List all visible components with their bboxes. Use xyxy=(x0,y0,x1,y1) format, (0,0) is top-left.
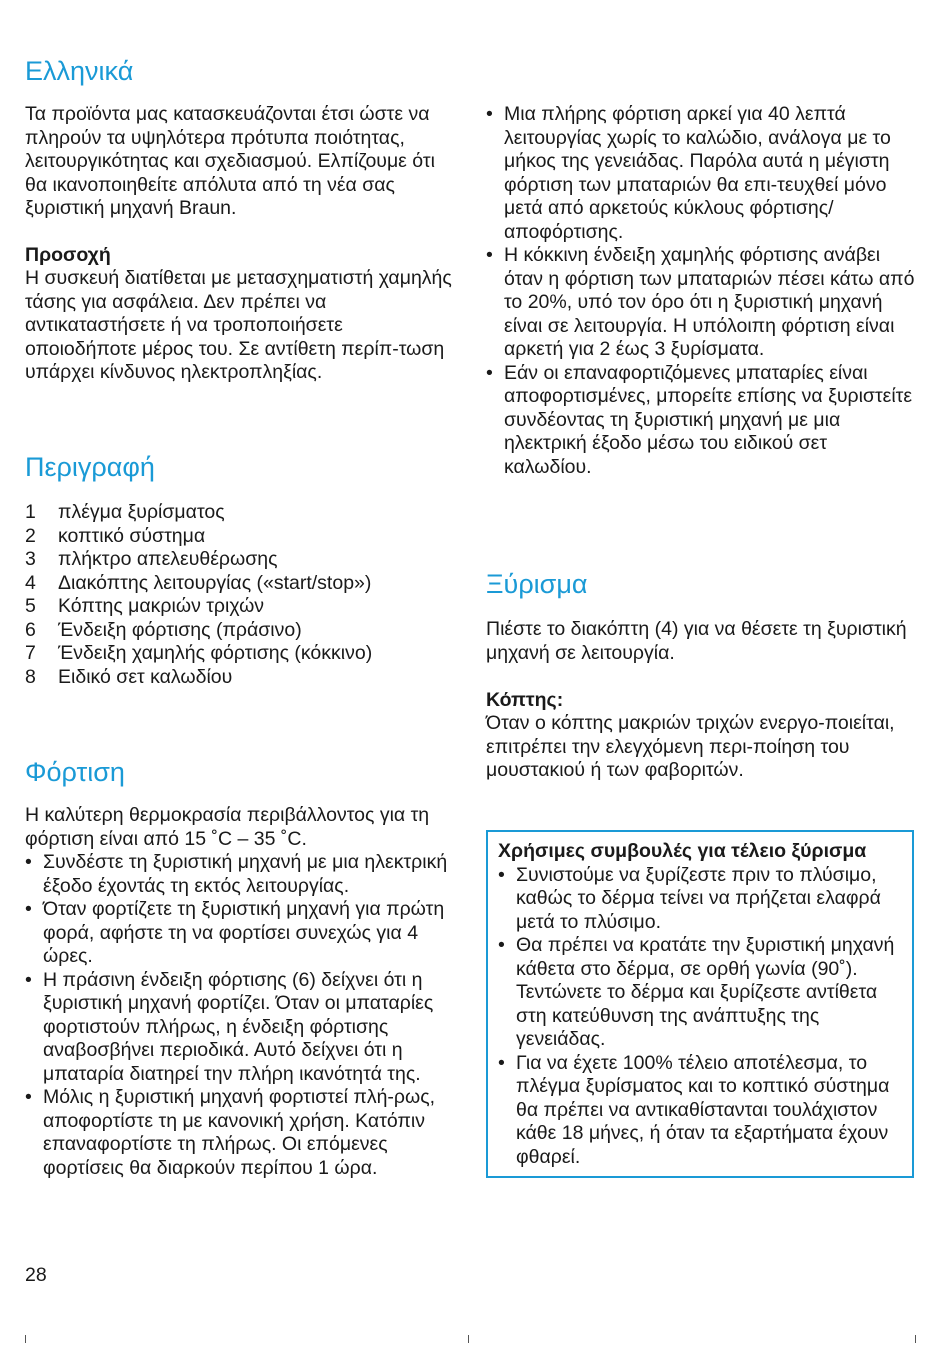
description-item xyxy=(25,525,455,549)
language-heading: Ελληνικά xyxy=(25,56,134,86)
bullet-text: Για να έχετε 100% τέλειο αποτέλεσμα, το πλέγμα ξυρίσματος και το κοπτικό σύστημα θα πρέπει να αντικαθίστανται τουλάχιστον κάθε 18 μήνες, ή όταν τα εξαρτήματα έχουν φθαρεί. xyxy=(516,1051,890,1168)
intro-paragraph: Τα προϊόντα μας κατασκευάζονται έτσι ώστε να πληρούν τα υψηλότερα πρότυπα ποιότητας, λειτουργικότητας και σχεδιασμού. Ελπίζουμε ότι θα ικανοποιηθείτε απόλυτα από τη νέα σας ξυριστική μηχανή Braun. xyxy=(25,103,435,219)
bullet-marker: • xyxy=(25,898,32,920)
description-item xyxy=(25,501,455,525)
shaving-paragraph: Πιέστε το διακόπτη (4) για να θέσετε τη ξυριστική μηχανή σε λειτουργία. xyxy=(486,618,907,664)
bullet-text: Μόλις η ξυριστική μηχανή φορτιστεί πλή-ρως, αποφορτίστε τη με κανονική χρήση. Κατόπιν επαναφορτίστε τη πλήρως. Οι επόμενες φορτίσεις θα διαρκούν περίπου 1 ώρα. xyxy=(43,1086,436,1179)
item-number: 8 xyxy=(25,665,36,688)
description-item xyxy=(25,642,455,666)
crop-mark xyxy=(25,1335,26,1343)
bullet-item xyxy=(25,969,455,1087)
bullet-item xyxy=(25,1086,455,1180)
description-item xyxy=(25,572,455,596)
charging-bullet-list xyxy=(25,851,455,1180)
bullet-item xyxy=(498,1052,902,1170)
description-list xyxy=(25,501,455,689)
item-text: πλέγμα ξυρίσματος xyxy=(58,501,225,523)
bullet-text: Η κόκκινη ένδειξη χαμηλής φόρτισης ανάβει όταν η φόρτιση των μπαταριών πέσει κάτω από το 20%, υπό τον όρο ότι η ξυριστική μηχανή είναι σε λειτουργία. Η υπόλοιπη φόρτιση είναι αρκετή για 2 έως 3 ξυρίσματα. xyxy=(504,244,915,360)
trimmer-title: Κόπτης: xyxy=(486,689,564,711)
bullet-item xyxy=(486,103,916,244)
item-text: Ειδικό σετ καλωδίου xyxy=(58,665,233,688)
item-number: 7 xyxy=(25,642,36,664)
description-heading: Περιγραφή xyxy=(25,452,155,482)
bullet-marker: • xyxy=(25,968,32,991)
tips-bullet-list xyxy=(498,864,902,1170)
item-number: 2 xyxy=(25,524,36,547)
bullet-marker: • xyxy=(25,1086,32,1108)
bullet-marker: • xyxy=(486,103,493,125)
bullet-marker: • xyxy=(486,361,493,384)
item-number: 3 xyxy=(25,548,36,570)
item-text: Κόπτης μακριών τριχών xyxy=(58,595,265,617)
charging-bullet-list-continued xyxy=(486,103,916,479)
item-text: Διακόπτης λειτουργίας («start/stop») xyxy=(58,571,372,594)
caution-title: Προσοχή xyxy=(25,244,111,266)
bullet-item xyxy=(486,362,916,480)
item-number: 6 xyxy=(25,618,36,641)
bullet-item xyxy=(486,244,916,362)
crop-mark xyxy=(468,1335,469,1343)
bullet-item xyxy=(25,898,455,969)
item-number: 4 xyxy=(25,571,36,594)
item-text: κοπτικό σύστημα xyxy=(58,524,206,547)
bullet-text: Θα πρέπει να κρατάτε την ξυριστική μηχανή κάθετα στο δέρμα, σε ορθή γωνία (90˚). Τεντώνετε το δέρμα και ξυρίζεστε αντίθετα στη κατεύθυνση της ανάπτυξης της γενειάδας. xyxy=(516,934,895,1050)
item-text: Ένδειξη φόρτισης (πράσινο) xyxy=(58,618,302,641)
bullet-text: Η πράσινη ένδειξη φόρτισης (6) δείχνει ότι η ξυριστική μηχανή φορτίζει. Όταν οι μπαταρίες φορτιστούν πλήρως, η ένδειξη φόρτισης αναβοσβήνει περιοδικά. Αυτό δείχνει ότι η μπαταρία διατηρεί την πλήρη ικανότητά της. xyxy=(43,968,434,1085)
bullet-text: Συνιστούμε να ξυρίζεστε πριν το πλύσιμο, καθώς το δέρμα τείνει να πρήζεται ελαφρά μετά το πλύσιμο. xyxy=(516,863,881,933)
bullet-marker: • xyxy=(498,1051,505,1074)
bullet-text: Εάν οι επαναφορτιζόμενες μπαταρίες είναι αποφορτισμένες, μπορείτε επίσης να ξυριστείτε συνδέοντας τη ξυριστική μηχανή με μια ηλεκτρική έξοδο μέσω του ειδικού σετ καλωδίου. xyxy=(504,361,913,478)
item-text: Ένδειξη χαμηλής φόρτισης (κόκκινο) xyxy=(58,642,373,664)
shaving-heading: Ξύρισμα xyxy=(486,569,588,599)
item-number: 1 xyxy=(25,501,36,523)
shaving-tips-box xyxy=(486,830,914,1178)
charging-intro: Η καλύτερη θερμοκρασία περιβάλλοντος για τη φόρτιση είναι από 15 ˚C – 35 ˚C. xyxy=(25,804,430,850)
bullet-text: Συνδέστε τη ξυριστική μηχανή με μια ηλεκτρική έξοδο έχοντάς τη εκτός λειτουργίας. xyxy=(43,851,448,897)
crop-mark xyxy=(915,1335,916,1343)
charging-heading: Φόρτιση xyxy=(25,757,125,787)
bullet-item xyxy=(498,864,902,935)
description-item xyxy=(25,548,455,572)
bullet-marker: • xyxy=(25,851,32,873)
trimmer-paragraph: Όταν ο κόπτης μακριών τριχών ενεργο-ποιείται, επιτρέπει την ελεγχόμενη περι-ποίηση του μουστακιού ή των φαβοριτών. xyxy=(486,712,895,781)
tips-title: Χρήσιμες συμβουλές για τέλειο ξύρισμα xyxy=(498,840,867,862)
page-number: 28 xyxy=(25,1264,47,1286)
caution-paragraph: Η συσκευή διατίθεται με μετασχηματιστή χαμηλής τάσης για ασφάλεια. Δεν πρέπει να αντικαταστήσετε ή να τροποποιήσετε οποιοδήποτε μέρος του. Σε αντίθετη περίπ-τωση υπάρχει κίνδυνος ηλεκτροπληξίας. xyxy=(25,267,452,383)
item-text: πλήκτρο απελευθέρωσης xyxy=(58,548,278,570)
description-item xyxy=(25,595,455,619)
bullet-marker: • xyxy=(498,934,505,956)
bullet-marker: • xyxy=(498,863,505,886)
description-item xyxy=(25,619,455,643)
bullet-item xyxy=(25,851,455,898)
bullet-item xyxy=(498,934,902,1052)
description-item xyxy=(25,666,455,690)
bullet-text: Μια πλήρης φόρτιση αρκεί για 40 λεπτά λειτουργίας χωρίς το καλώδιο, ανάλογα με το μήκος της γενειάδας. Παρόλα αυτά η μέγιστη φόρτιση των μπαταριών θα επι-τευχθεί μόνο μετά από αρκετούς κύκλους φόρτισης/αποφόρτισης. xyxy=(504,103,891,243)
item-number: 5 xyxy=(25,595,36,617)
bullet-marker: • xyxy=(486,244,493,266)
bullet-text: Όταν φορτίζετε τη ξυριστική μηχανή για πρώτη φορά, αφήστε τη να φορτίσει συνεχώς για 4 ώρες. xyxy=(43,898,445,967)
